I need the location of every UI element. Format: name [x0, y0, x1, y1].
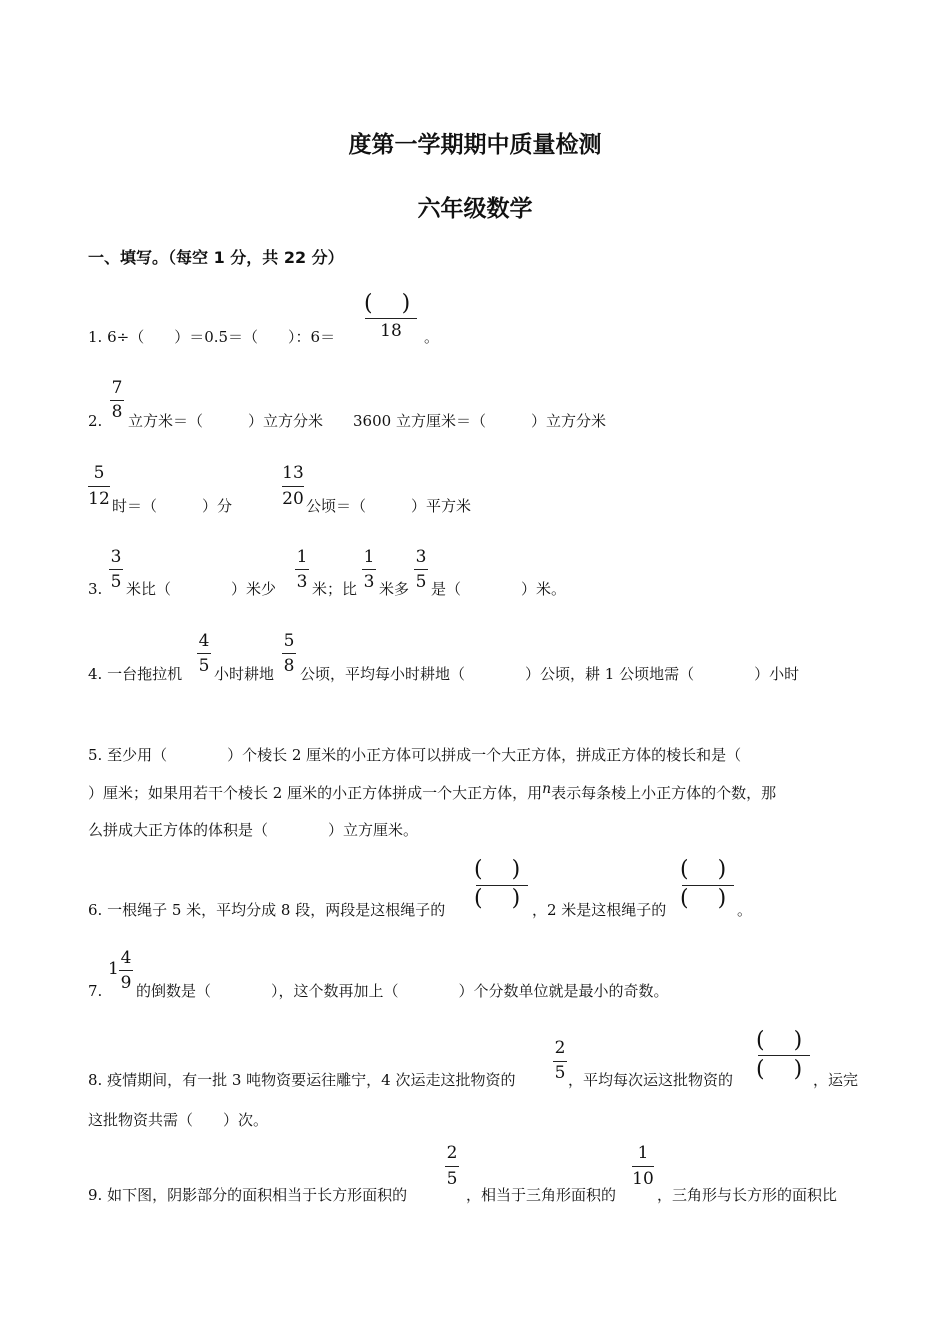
- question-label: 2.: [88, 412, 103, 430]
- fraction-bar: [362, 569, 376, 570]
- page-subtitle: 六年级数学: [417, 196, 533, 222]
- fraction-bar: [282, 653, 296, 654]
- section-heading: 一、填写。（每空 1 分，共 22 分）: [88, 248, 344, 267]
- fraction-bar: [632, 1166, 654, 1167]
- fraction-numerator: 2: [554, 1038, 566, 1058]
- question-text: ，三角形与长方形的面积比: [657, 1186, 838, 1204]
- question-text: 公顷，平均每小时耕地（ ）公顷，耕 1 公顷地需（ ）小时: [300, 665, 800, 683]
- fraction-bar: [109, 569, 123, 570]
- blank-paren[interactable]: ( ): [474, 886, 521, 911]
- fraction-denominator: 12: [88, 489, 110, 509]
- question-label: 7.: [88, 982, 103, 1000]
- question-text: 9. 如下图，阴影部分的面积相当于长方形面积的: [88, 1186, 408, 1204]
- fraction-denominator: 5: [446, 1169, 458, 1189]
- fraction-denominator: 5: [415, 572, 427, 592]
- fraction-bar: [110, 400, 124, 401]
- fraction-numerator: 3: [110, 547, 122, 567]
- question-text: 。: [737, 901, 753, 919]
- question-text: 4. 一台拖拉机: [88, 665, 183, 683]
- fraction-bar: [553, 1061, 567, 1062]
- fraction-bar: [295, 569, 309, 570]
- fraction-bar: [197, 653, 211, 654]
- fraction-denominator: 18: [380, 321, 402, 341]
- fraction-bar: [119, 970, 133, 971]
- fraction-numerator: 13: [282, 463, 304, 483]
- question-text: 这批物资共需（ ）次。: [88, 1111, 269, 1129]
- blank-paren[interactable]: ( ): [756, 1028, 803, 1053]
- question-text: [88, 783, 776, 804]
- question-text: 公顷＝（ ）平方米: [306, 497, 472, 515]
- fraction-denominator: 5: [554, 1063, 566, 1083]
- variable-n: n: [542, 781, 552, 797]
- question-text: 小时耕地: [214, 665, 275, 683]
- question-text: 米多: [379, 580, 410, 598]
- fraction-numerator: 1: [363, 547, 375, 567]
- question-text: 的倒数是（ ），这个数再加上（ ）个分数单位就是最小的奇数。: [136, 982, 669, 1000]
- fraction-bar: [365, 318, 417, 319]
- question-text: 8. 疫情期间，有一批 3 吨物资要运往雕宁，4 次运走这批物资的: [88, 1071, 516, 1089]
- fraction-denominator: 8: [283, 656, 295, 676]
- question-text: 是（ ）米。: [431, 580, 567, 598]
- fraction-denominator: 20: [282, 489, 304, 509]
- question-text: 。: [424, 328, 440, 346]
- fraction-numerator: 4: [198, 631, 210, 651]
- fraction-bar: [758, 1055, 810, 1056]
- question-text-part: ）厘米；如果用若干个棱长 2 厘米的小正方体拼成一个大正方体，用: [88, 784, 543, 802]
- blank-paren[interactable]: ( ): [680, 886, 727, 911]
- fraction-numerator: 3: [415, 547, 427, 567]
- fraction-numerator: 5: [93, 463, 105, 483]
- question-text: ，2 米是这根绳子的: [532, 901, 667, 919]
- blank-paren[interactable]: ( ): [474, 857, 521, 882]
- blank-paren[interactable]: ( ): [364, 291, 411, 316]
- question-text: 米比（ ）米少: [126, 580, 277, 598]
- fraction-denominator: 9: [120, 973, 132, 993]
- question-text: 么拼成大正方体的体积是（ ）立方厘米。: [88, 821, 419, 839]
- blank-paren[interactable]: ( ): [756, 1057, 803, 1082]
- question-text: 5. 至少用（ ）个棱长 2 厘米的小正方体可以拼成一个大正方体，拼成正方体的棱长和是（: [88, 746, 742, 764]
- question-text: ，平均每次运这批物资的: [568, 1071, 734, 1089]
- mixed-number-whole: 1: [108, 959, 119, 979]
- fraction-numerator: 4: [120, 948, 132, 968]
- fraction-numerator: 1: [637, 1143, 649, 1163]
- question-text: 1. 6÷（ ）＝0.5＝（ ）：6＝: [88, 328, 336, 346]
- question-text: 立方米＝（ ）立方分米 3600 立方厘米＝（ ）立方分米: [128, 412, 606, 430]
- question-text: 时＝（ ）分: [112, 497, 233, 515]
- question-text: 6. 一根绳子 5 米，平均分成 8 段，两段是这根绳子的: [88, 901, 446, 919]
- fraction-bar: [88, 486, 110, 487]
- question-text: ，相当于三角形面积的: [466, 1186, 617, 1204]
- fraction-numerator: 7: [111, 378, 123, 398]
- blank-paren[interactable]: ( ): [680, 857, 727, 882]
- question-text: ，运完: [813, 1071, 859, 1089]
- question-label: 3.: [88, 580, 103, 598]
- fraction-denominator: 10: [632, 1169, 654, 1189]
- fraction-denominator: 8: [111, 402, 123, 422]
- page-title: 度第一学期期中质量检测: [348, 132, 602, 158]
- question-text: 米；比: [312, 580, 358, 598]
- fraction-denominator: 5: [198, 656, 210, 676]
- question-text-part: 表示每条棱上小正方体的个数，那: [551, 784, 777, 802]
- fraction-denominator: 3: [296, 572, 308, 592]
- fraction-numerator: 5: [283, 631, 295, 651]
- fraction-numerator: 2: [446, 1143, 458, 1163]
- fraction-numerator: 1: [296, 547, 308, 567]
- fraction-denominator: 3: [363, 572, 375, 592]
- fraction-bar: [414, 569, 428, 570]
- fraction-bar: [445, 1166, 459, 1167]
- fraction-bar: [282, 486, 304, 487]
- fraction-denominator: 5: [110, 572, 122, 592]
